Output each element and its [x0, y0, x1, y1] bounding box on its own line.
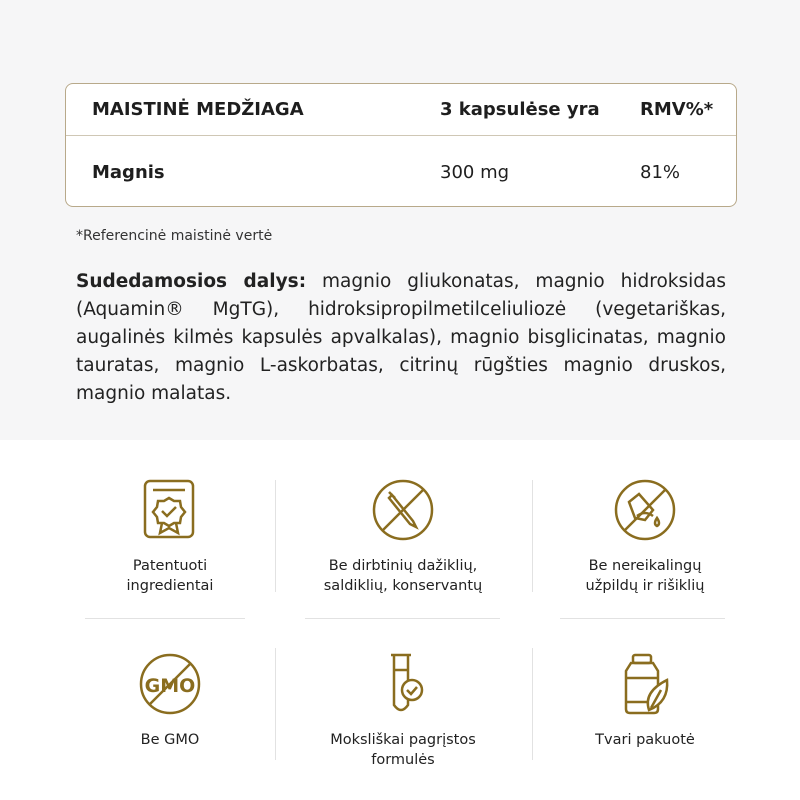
cell-amount: 300 mg	[440, 161, 510, 183]
footnote: *Referencinė maistinė vertė	[76, 228, 273, 244]
divider	[85, 618, 245, 619]
table-row	[66, 136, 736, 208]
certificate-icon	[140, 478, 200, 542]
feature-no-gmo	[55, 652, 285, 750]
ingredients-list: magnio gliukonatas, magnio hidroksidas (Aquamin® MgTG), hidroksipropilmetilceliuliozė (vegetariškas, augalinės kilmės kapsulės apvalkalas), magnio bisglicinatas, magnio tauratas, magnio L-askorbatas, citrinų rūgšties magnio druskos, magnio malatas.	[76, 271, 726, 404]
feature-label: Be GMO	[140, 732, 200, 748]
feature-label: Be dirbtinių dažiklių,	[328, 558, 478, 574]
feature-label: užpildų ir rišiklių	[585, 578, 705, 594]
feature-no-additives	[288, 478, 518, 596]
header-amount: 3 kapsulėse yra	[440, 99, 600, 120]
feature-no-fillers	[530, 478, 760, 596]
header-rmv: RMV%*	[640, 99, 714, 120]
feature-label: Tvari pakuotė	[595, 732, 695, 748]
nutrition-table	[65, 83, 737, 207]
divider	[560, 618, 725, 619]
feature-label: formulės	[371, 752, 435, 768]
feature-science	[288, 652, 518, 770]
test-tube-check-icon	[371, 652, 435, 716]
svg-text:GMO: GMO	[144, 675, 196, 697]
feature-patented	[55, 478, 285, 596]
feature-label: Patentuoti	[132, 558, 208, 574]
jar-leaf-icon	[613, 652, 677, 716]
feature-label: Be nereikalingų	[588, 558, 702, 574]
feature-label: ingredientai	[126, 578, 214, 594]
header-nutrient: MAISTINĖ MEDŽIAGA	[92, 99, 304, 120]
ingredients-text	[76, 268, 726, 408]
cell-nutrient: Magnis	[92, 161, 165, 183]
feature-sustainable	[530, 652, 760, 750]
feature-label: Moksliškai pagrįstos	[330, 732, 476, 748]
ingredients-label: Sudedamosios dalys:	[76, 271, 307, 292]
table-header	[66, 84, 736, 136]
feature-label: saldiklių, konservantų	[323, 578, 483, 594]
no-filler-icon	[613, 478, 677, 542]
no-gmo-icon	[138, 652, 202, 716]
no-dropper-icon	[371, 478, 435, 542]
cell-rmv: 81%	[640, 161, 681, 183]
divider	[305, 618, 500, 619]
